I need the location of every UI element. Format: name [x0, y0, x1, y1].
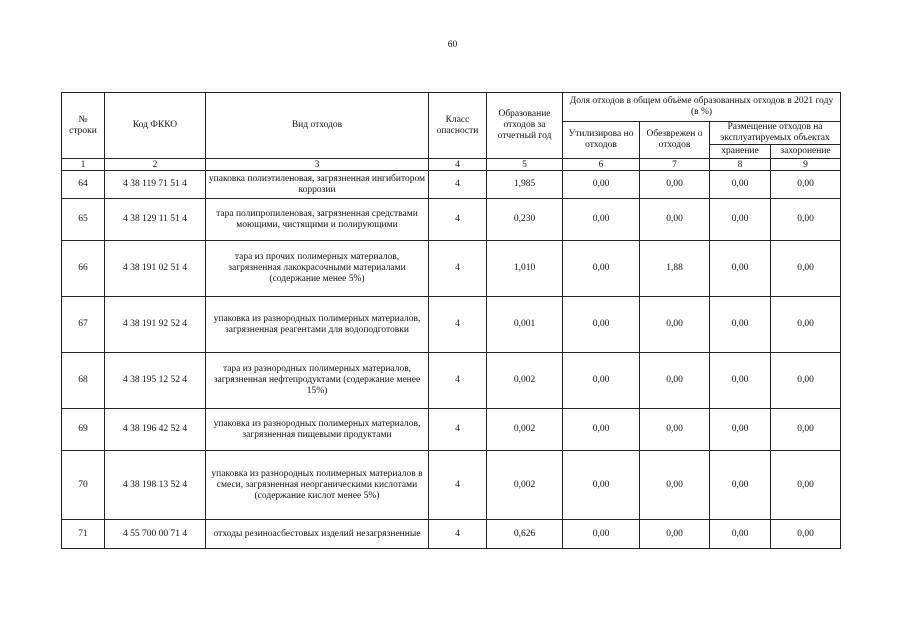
storage-value: 0,00: [710, 199, 771, 241]
header-placement-group: Размещение отходов на эксплуатируемых объектах: [710, 122, 841, 145]
neutralization-value: 0,00: [640, 199, 710, 241]
storage-value: 0,00: [710, 451, 771, 520]
fkko-code: 4 38 196 42 52 4: [105, 409, 206, 451]
row-number: 71: [62, 520, 105, 549]
neutralization-value: 0,00: [640, 171, 710, 199]
header-waste-type: Вид отходов: [206, 93, 429, 159]
waste-name: упаковка из разнородных полимерных материалов, загрязненная реагентами для водоподготовки: [206, 297, 429, 353]
burial-value: 0,00: [771, 409, 841, 451]
column-number: 4: [429, 159, 487, 171]
utilization-value: 0,00: [563, 199, 640, 241]
utilization-value: 0,00: [563, 297, 640, 353]
row-number: 64: [62, 171, 105, 199]
row-number: 66: [62, 241, 105, 297]
generated-value: 0,001: [487, 297, 563, 353]
hazard-class: 4: [429, 451, 487, 520]
burial-value: 0,00: [771, 520, 841, 549]
waste-name: тара из прочих полимерных материалов, загрязненная лакокрасочными материалами (содержание менее 5%): [206, 241, 429, 297]
table-row: [62, 451, 841, 520]
table-row: [62, 353, 841, 409]
hazard-class: 4: [429, 409, 487, 451]
waste-name: упаковка полиэтиленовая, загрязненная ингибитором коррозии: [206, 171, 429, 199]
column-number: 1: [62, 159, 105, 171]
neutralization-value: 0,00: [640, 451, 710, 520]
generated-value: 0,002: [487, 409, 563, 451]
header-neutralization: Обезврежен о отходов: [640, 122, 710, 159]
neutralization-value: 0,00: [640, 409, 710, 451]
utilization-value: 0,00: [563, 353, 640, 409]
fkko-code: 4 55 700 00 71 4: [105, 520, 206, 549]
generated-value: 0,002: [487, 353, 563, 409]
fkko-code: 4 38 198 13 52 4: [105, 451, 206, 520]
waste-name: упаковка из разнородных полимерных материалов в смеси, загрязненная неорганическими кислотами (содержание кислот менее 5%): [206, 451, 429, 520]
header-generated: Образование отходов за отчетный год: [487, 93, 563, 159]
fkko-code: 4 38 119 71 51 4: [105, 171, 206, 199]
burial-value: 0,00: [771, 353, 841, 409]
column-number: 7: [640, 159, 710, 171]
fkko-code: 4 38 129 11 51 4: [105, 199, 206, 241]
column-number: 2: [105, 159, 206, 171]
generated-value: 1,985: [487, 171, 563, 199]
hazard-class: 4: [429, 171, 487, 199]
utilization-value: 0,00: [563, 171, 640, 199]
column-number: 3: [206, 159, 429, 171]
hazard-class: 4: [429, 297, 487, 353]
burial-value: 0,00: [771, 171, 841, 199]
table-row: [62, 241, 841, 297]
row-number: 70: [62, 451, 105, 520]
burial-value: 0,00: [771, 241, 841, 297]
neutralization-value: 1,88: [640, 241, 710, 297]
header-fkko-code: Код ФККО: [105, 93, 206, 159]
generated-value: 0,230: [487, 199, 563, 241]
hazard-class: 4: [429, 520, 487, 549]
fkko-code: 4 38 195 12 52 4: [105, 353, 206, 409]
row-number: 68: [62, 353, 105, 409]
storage-value: 0,00: [710, 297, 771, 353]
row-number: 69: [62, 409, 105, 451]
burial-value: 0,00: [771, 451, 841, 520]
utilization-value: 0,00: [563, 409, 640, 451]
storage-value: 0,00: [710, 520, 771, 549]
header-hazard-class: Класс опасности: [429, 93, 487, 159]
fkko-code: 4 38 191 92 52 4: [105, 297, 206, 353]
utilization-value: 0,00: [563, 241, 640, 297]
storage-value: 0,00: [710, 409, 771, 451]
utilization-value: 0,00: [563, 451, 640, 520]
generated-value: 1,010: [487, 241, 563, 297]
column-number: 8: [710, 159, 771, 171]
waste-name: упаковка из разнородных полимерных материалов, загрязненная пищевыми продуктами: [206, 409, 429, 451]
table-row: [62, 297, 841, 353]
fkko-code: 4 38 191 02 51 4: [105, 241, 206, 297]
header-share-group: Доля отходов в общем объёме образованных отходов в 2021 году (в %): [563, 93, 841, 122]
hazard-class: 4: [429, 241, 487, 297]
burial-value: 0,00: [771, 297, 841, 353]
table-row: [62, 199, 841, 241]
column-number: 9: [771, 159, 841, 171]
hazard-class: 4: [429, 199, 487, 241]
table-row: [62, 409, 841, 451]
row-number: 65: [62, 199, 105, 241]
neutralization-value: 0,00: [640, 297, 710, 353]
column-number-row: [62, 159, 841, 171]
row-number: 67: [62, 297, 105, 353]
neutralization-value: 0,00: [640, 353, 710, 409]
header-burial: захоронение: [771, 145, 841, 159]
header-utilization: Утилизирова но отходов: [563, 122, 640, 159]
column-number: 6: [563, 159, 640, 171]
column-number: 5: [487, 159, 563, 171]
burial-value: 0,00: [771, 199, 841, 241]
waste-name: тара из разнородных полимерных материалов, загрязненная нефтепродуктами (содержание менее 15%): [206, 353, 429, 409]
storage-value: 0,00: [710, 353, 771, 409]
storage-value: 0,00: [710, 241, 771, 297]
waste-name: отходы резиноасбестовых изделий незагрязненные: [206, 520, 429, 549]
hazard-class: 4: [429, 353, 487, 409]
waste-table: [61, 92, 841, 549]
generated-value: 0,626: [487, 520, 563, 549]
table-row: [62, 520, 841, 549]
neutralization-value: 0,00: [640, 520, 710, 549]
generated-value: 0,002: [487, 451, 563, 520]
table-row: [62, 171, 841, 199]
storage-value: 0,00: [710, 171, 771, 199]
header-storage: хранение: [710, 145, 771, 159]
page-number: 60: [447, 40, 458, 50]
header-row-no: № строки: [62, 93, 105, 159]
utilization-value: 0,00: [563, 520, 640, 549]
waste-name: тара полипропиленовая, загрязненная средствами моющими, чистящими и полирующими: [206, 199, 429, 241]
